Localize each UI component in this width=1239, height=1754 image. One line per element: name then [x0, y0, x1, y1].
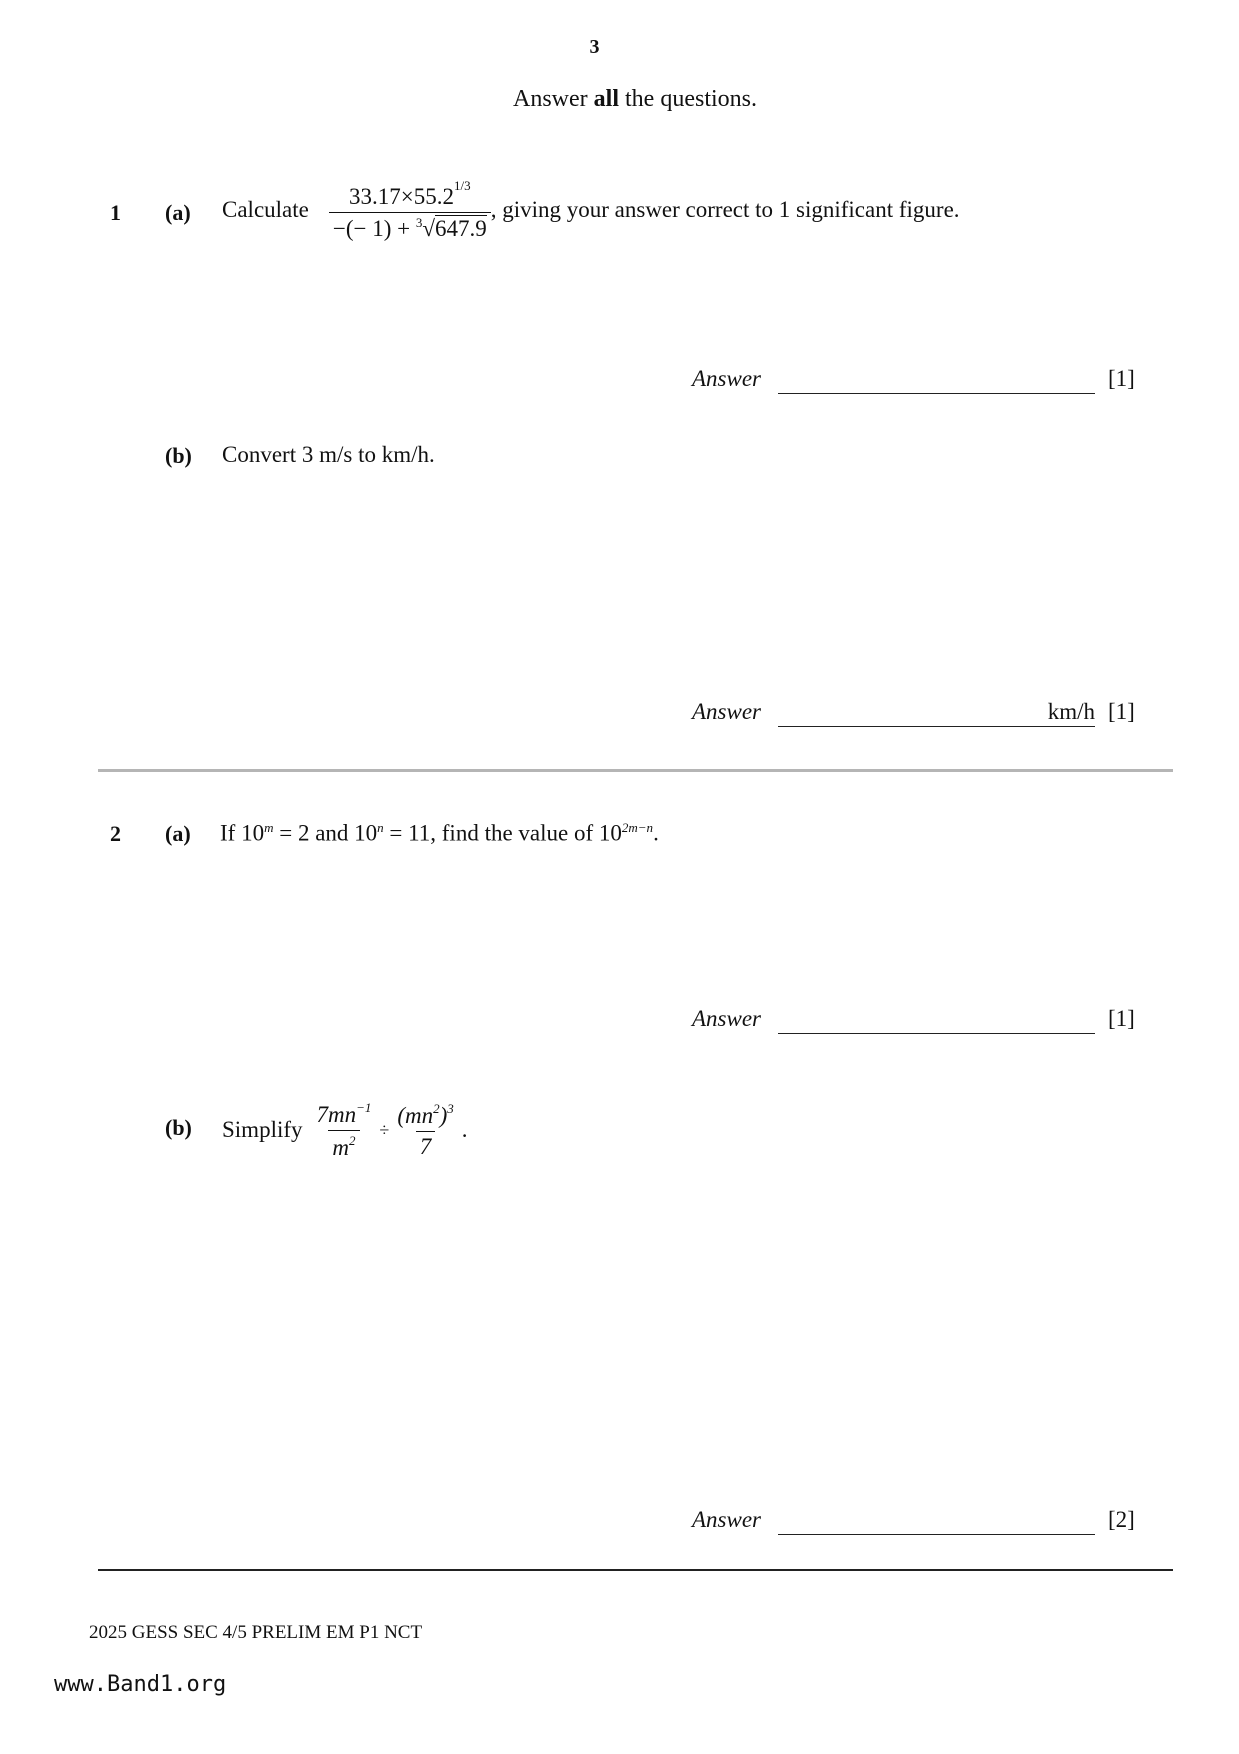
- frac2-inner-exp: 2: [433, 1100, 440, 1116]
- exponent-m: m: [264, 820, 274, 835]
- answer-2a-label: Answer: [692, 1006, 761, 1031]
- exponent-target: 2m−n: [621, 820, 654, 835]
- q2a-part1: If 10: [220, 820, 265, 846]
- instructions-text: Answer: [513, 86, 594, 112]
- numerator-value: 33.17×55.2: [348, 184, 454, 209]
- instructions-bold: all: [593, 86, 619, 112]
- radical-icon: √: [422, 216, 435, 241]
- question-1b-text: Convert 3 m/s to km/h.: [222, 442, 435, 467]
- answer-2b-marks: [2]: [1108, 1507, 1135, 1532]
- numerator-exponent: 1/3: [453, 178, 471, 193]
- denominator-left: −(− 1) +: [332, 216, 416, 241]
- question-2-number: 2: [110, 821, 121, 846]
- root-value: 647.9: [434, 216, 487, 241]
- instructions: [0, 86, 1239, 113]
- fraction-denominator: [329, 212, 491, 242]
- paper-code: 2025 GESS SEC 4/5 PRELIM EM P1 NCT: [89, 1622, 423, 1643]
- answer-2a-marks: [1]: [1108, 1006, 1135, 1031]
- instructions-text-end: the questions.: [619, 86, 757, 112]
- question-2b-label: (b): [165, 1115, 192, 1140]
- answer-1a-field[interactable]: [778, 365, 1095, 394]
- question-1a-label: (a): [165, 200, 191, 225]
- answer-1a-marks: [1]: [1108, 366, 1135, 391]
- answer-1b-label: Answer: [692, 699, 761, 724]
- root-index: 3: [415, 215, 423, 230]
- frac2-den: 7: [419, 1133, 432, 1159]
- answer-1b-marks: [1]: [1108, 699, 1135, 724]
- question-2a-label: (a): [165, 821, 191, 846]
- fraction-1-numerator: [313, 1100, 376, 1130]
- divide-operator: ÷: [379, 1119, 390, 1140]
- fraction-2-denominator: [416, 1131, 436, 1160]
- question-1a-fraction: [329, 178, 491, 242]
- question-2b-text: [222, 1092, 468, 1168]
- fraction-numerator: [345, 178, 475, 212]
- question-1-number: 1: [110, 200, 121, 225]
- section-divider: [98, 769, 1173, 772]
- frac1-num-exp: −1: [356, 1099, 372, 1115]
- frac2-num-b: ): [439, 1102, 448, 1128]
- question-2b-fraction-2: [393, 1101, 457, 1160]
- frac2-num-exp: 3: [447, 1100, 454, 1116]
- q2a-end: .: [653, 820, 659, 846]
- question-1a-calculate: Calculate: [222, 197, 309, 222]
- fraction-1-denominator: [328, 1130, 359, 1161]
- answer-1a-label: Answer: [692, 366, 761, 391]
- question-2a-text: [220, 820, 659, 847]
- site-watermark: www.Band1.org: [54, 1672, 227, 1697]
- question-2b-fraction-1: [313, 1100, 376, 1161]
- q2b-end: .: [461, 1117, 468, 1142]
- fraction-2-numerator: [393, 1101, 457, 1131]
- footer-divider: [98, 1569, 1173, 1571]
- answer-2b-label: Answer: [692, 1507, 761, 1532]
- frac1-num: 7mn: [316, 1101, 357, 1127]
- exponent-n: n: [377, 820, 384, 835]
- question-1a-instruction: , giving your answer correct to 1 significant figure.: [490, 197, 960, 222]
- page-number: 3: [589, 36, 600, 58]
- answer-1b-field[interactable]: km/h: [778, 698, 1095, 727]
- answer-2b-field[interactable]: [778, 1506, 1095, 1535]
- frac1-den-exp: 2: [349, 1132, 356, 1148]
- question-2b-simplify: Simplify: [222, 1117, 303, 1142]
- question-1b-label: (b): [165, 443, 192, 468]
- question-1a-text: [222, 166, 960, 254]
- frac2-num-a: (mn: [397, 1102, 434, 1128]
- frac1-den: m: [332, 1134, 350, 1160]
- answer-2a-field[interactable]: [778, 1005, 1095, 1034]
- q2a-part2: = 2 and 10: [273, 820, 378, 846]
- q2a-part3: = 11, find the value of 10: [383, 820, 622, 846]
